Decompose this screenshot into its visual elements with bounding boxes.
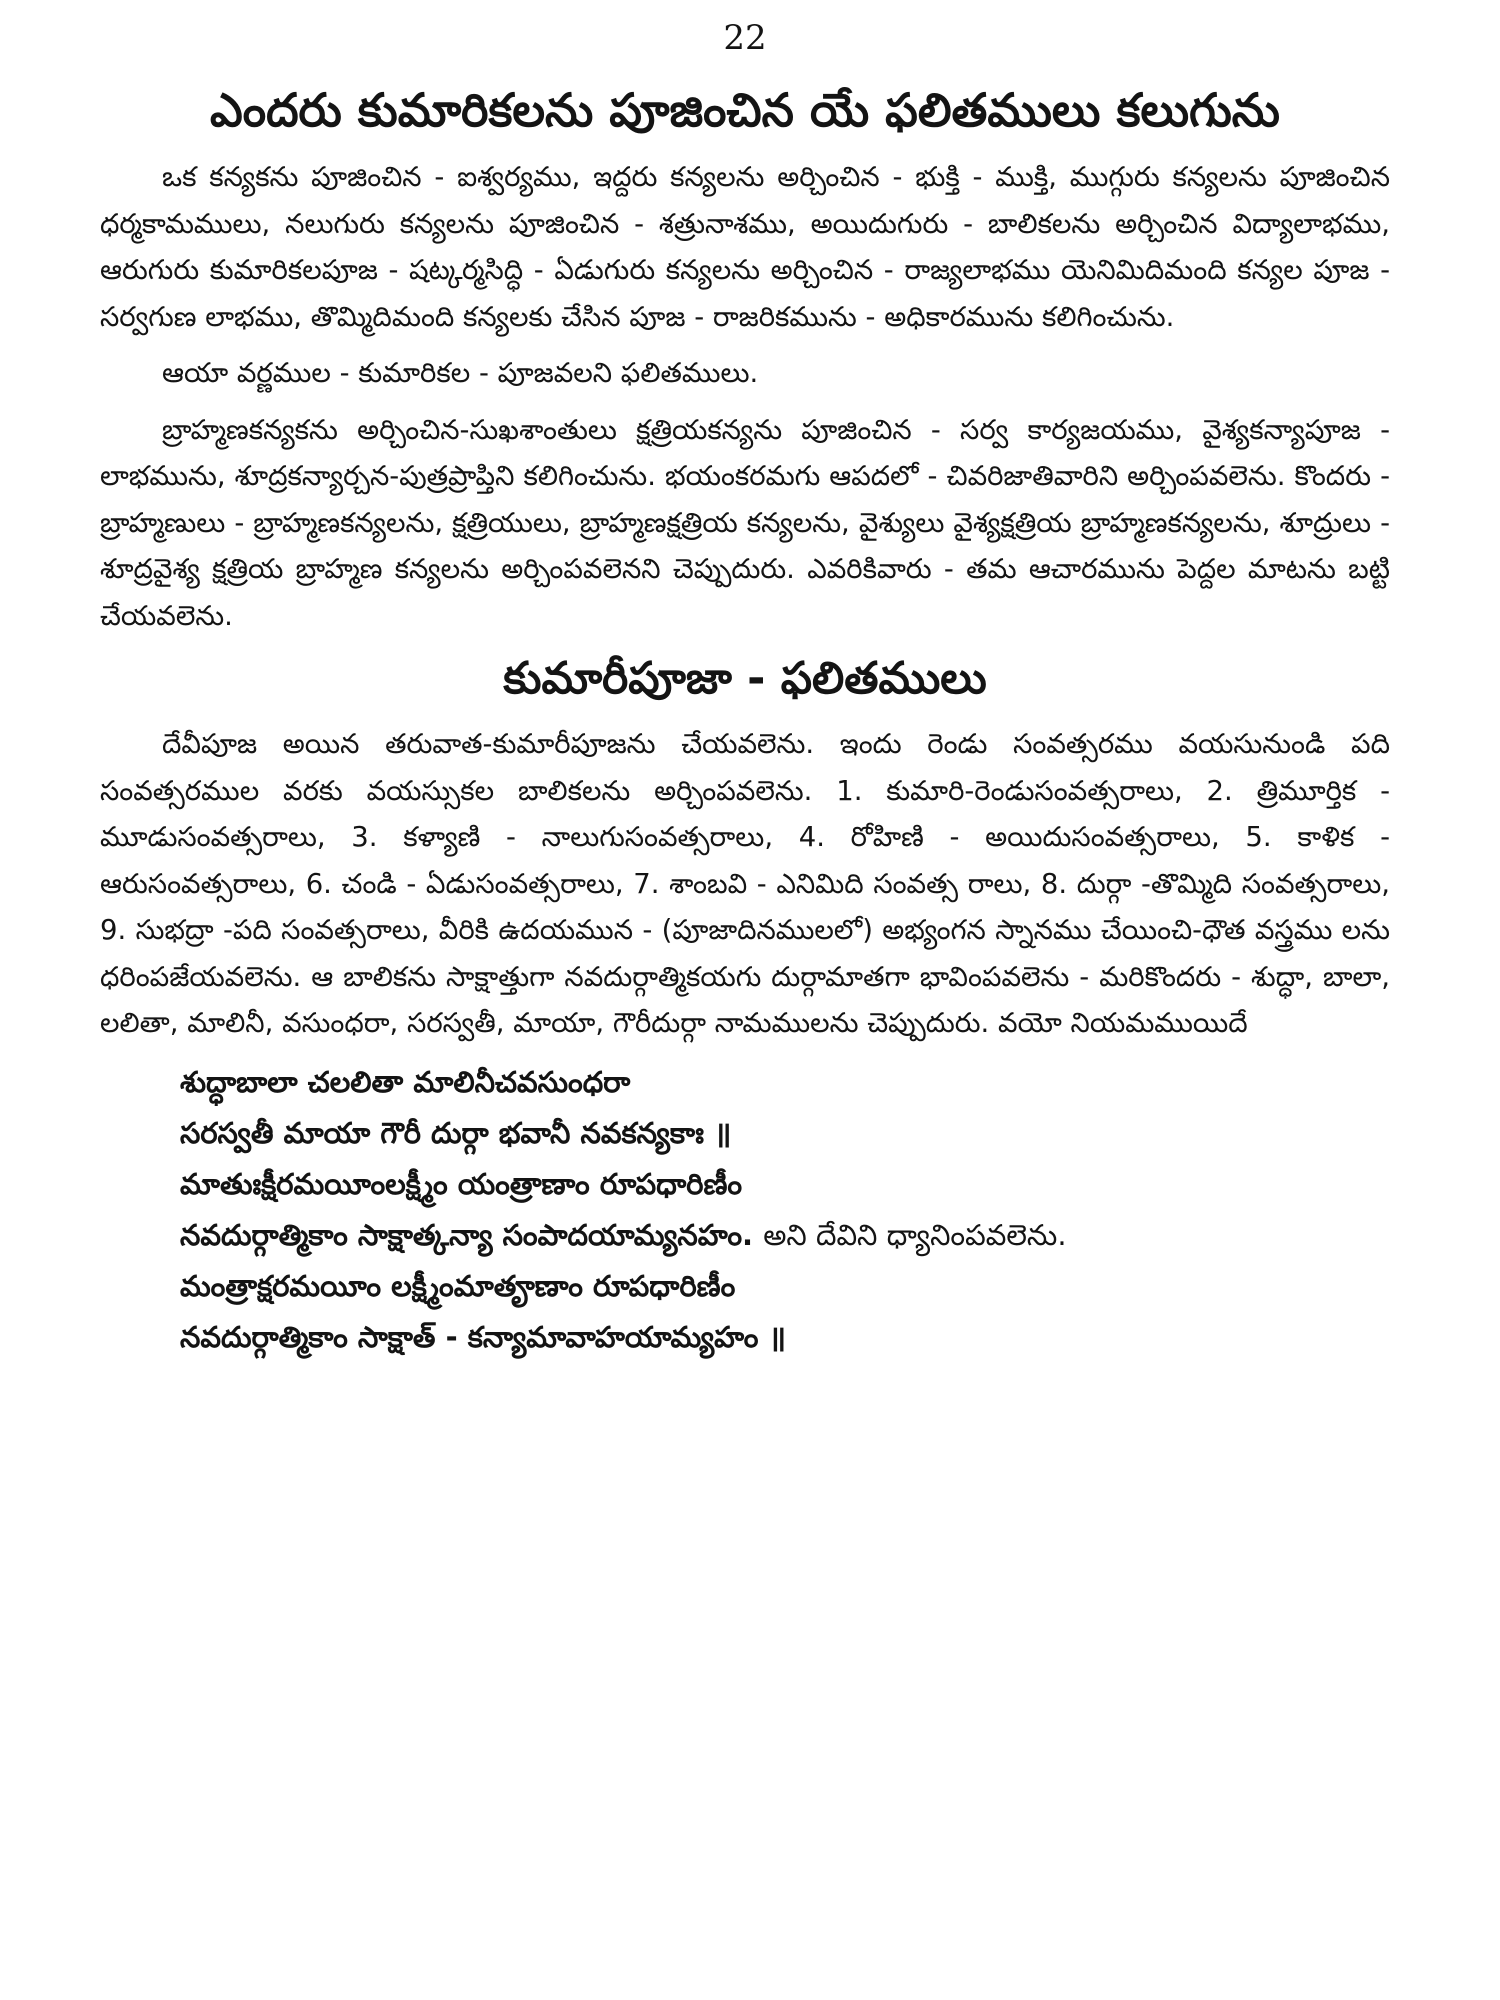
sloka-line: మంత్రాక్షరమయీం లక్ష్మీంమాతౄణాం రూపధారిణీం	[180, 1268, 736, 1303]
section-heading-kumarika-results: ఎందరు కుమారికలను పూజించిన యే ఫలితములు కలుగును	[210, 83, 1280, 137]
sloka-line: సరస్వతీ మాయా గౌరీ దుర్గా భవానీ నవకన్యకాః ॥	[180, 1115, 732, 1150]
sloka-block	[100, 1057, 1390, 1363]
paragraph-kanya-puja-benefits: ఒక కన్యకను పూజించిన - ఐశ్వర్యము, ఇద్దరు కన్యలను అర్చించిన - భుక్తి - ముక్తి, ముగ్గురు కన్యలను పూజించిన ధర్మకామములు, నలుగురు కన్యలను పూజించిన - శత్రునాశము, అయిదుగురు - బాలికలను అర్చించిన విద్యాలాభము, ఆరుగురు కుమారికలపూజ - షట్కర్మసిద్ధి - ఏడుగురు కన్యలను అర్చించిన - రాజ్యలాభము యెనిమిదిమంది కన్యల పూజ - సర్వగుణ లాభము, తొమ్మిదిమంది కన్యలకు చేసిన పూజ - రాజరికమును - అధికారమును కలిగించును.	[100, 161, 1390, 333]
sloka-text: నవదుర్గాత్మికాం సాక్షాత్కన్యా సంపాదయామ్యనహం.	[180, 1217, 754, 1252]
section-heading-kumari-puja: కుమారీపూజా - ఫలితములు	[503, 653, 987, 704]
sloka-note: అని దేవిని ధ్యానింపవలెను.	[763, 1217, 1067, 1252]
paragraph-varna-results: బ్రాహ్మణకన్యకను అర్చించిన-సుఖశాంతులు క్షత్రియకన్యను పూజించిన - సర్వ కార్యజయము, వైశ్యకన్యాపూజ - లాభమును, శూద్రకన్యార్చన-పుత్రప్రాప్తిని కలిగించును. భయంకరమగు ఆపదలో - చివరిజాతివారిని అర్చింపవలెను. కొందరు - బ్రాహ్మణులు - బ్రాహ్మణకన్యలను, క్షత్రియులు, బ్రాహ్మణక్షత్రియ కన్యలను, వైశ్యులు వైశ్యక్షత్రియ బ్రాహ్మణకన్యలను, శూద్రులు - శూద్రవైశ్య క్షత్రియ బ్రాహ్మణ కన్యలను అర్చింపవలెనని చెప్పుదురు. ఎవరికివారు - తమ ఆచారమును పెద్దల మాటను బట్టి చేయవలెను.	[100, 413, 1390, 632]
paragraph-kumari-puja-procedure: దేవీపూజ అయిన తరువాత-కుమారీపూజను చేయవలెను. ఇందు రెండు సంవత్సరము వయసునుండి పది సంవత్సరముల వరకు వయస్సుకల బాలికలను అర్చింపవలెను. 1. కుమారి-రెండుసంవత్సరాలు, 2. త్రిమూర్తిక - మూడుసంవత్సరాలు, 3. కళ్యాణి - నాలుగుసంవత్సరాలు, 4. రోహిణి - అయిదుసంవత్సరాలు, 5. కాళిక - ఆరుసంవత్సరాలు, 6. చండి - ఏడుసంవత్సరాలు, 7. శాంబవి - ఎనిమిది సంవత్స రాలు, 8. దుర్గా -తొమ్మిది సంవత్సరాలు, 9. సుభద్రా -పది సంవత్సరాలు, వీరికి ఉదయమున - (పూజాదినములలో) అభ్యంగన స్నానము చేయించి-ధౌత వస్త్రము లను ధరింపజేయవలెను. ఆ బాలికను సాక్షాత్తుగా నవదుర్గాత్మికయగు దుర్గామాతగా భావింపవలెను - మరికొందరు - శుద్ధా, బాలా, లలితా, మాలినీ, వసుంధరా, సరస్వతీ, మాయా, గౌరీదుర్గా నామములను చెప్పుదురు. వయో నియమముయిదే	[100, 728, 1390, 1039]
page-number: 22	[723, 18, 767, 58]
sloka-line: శుద్ధాబాలా చలలితా మాలినీచవసుంధరా	[180, 1064, 631, 1099]
sloka-line: నవదుర్గాత్మికాం సాక్షాత్ - కన్యామావాహయామ్యహం ॥	[180, 1319, 786, 1354]
paragraph-varna-subheading: ఆయా వర్ణముల - కుమారికల - పూజవలని ఫలితములు.	[162, 357, 759, 389]
sloka-line: మాతుఃక్షీరమయీంలక్ష్మీం యంత్రాణాం రూపధారిణీం	[180, 1166, 743, 1201]
sloka-line	[180, 1210, 1390, 1261]
